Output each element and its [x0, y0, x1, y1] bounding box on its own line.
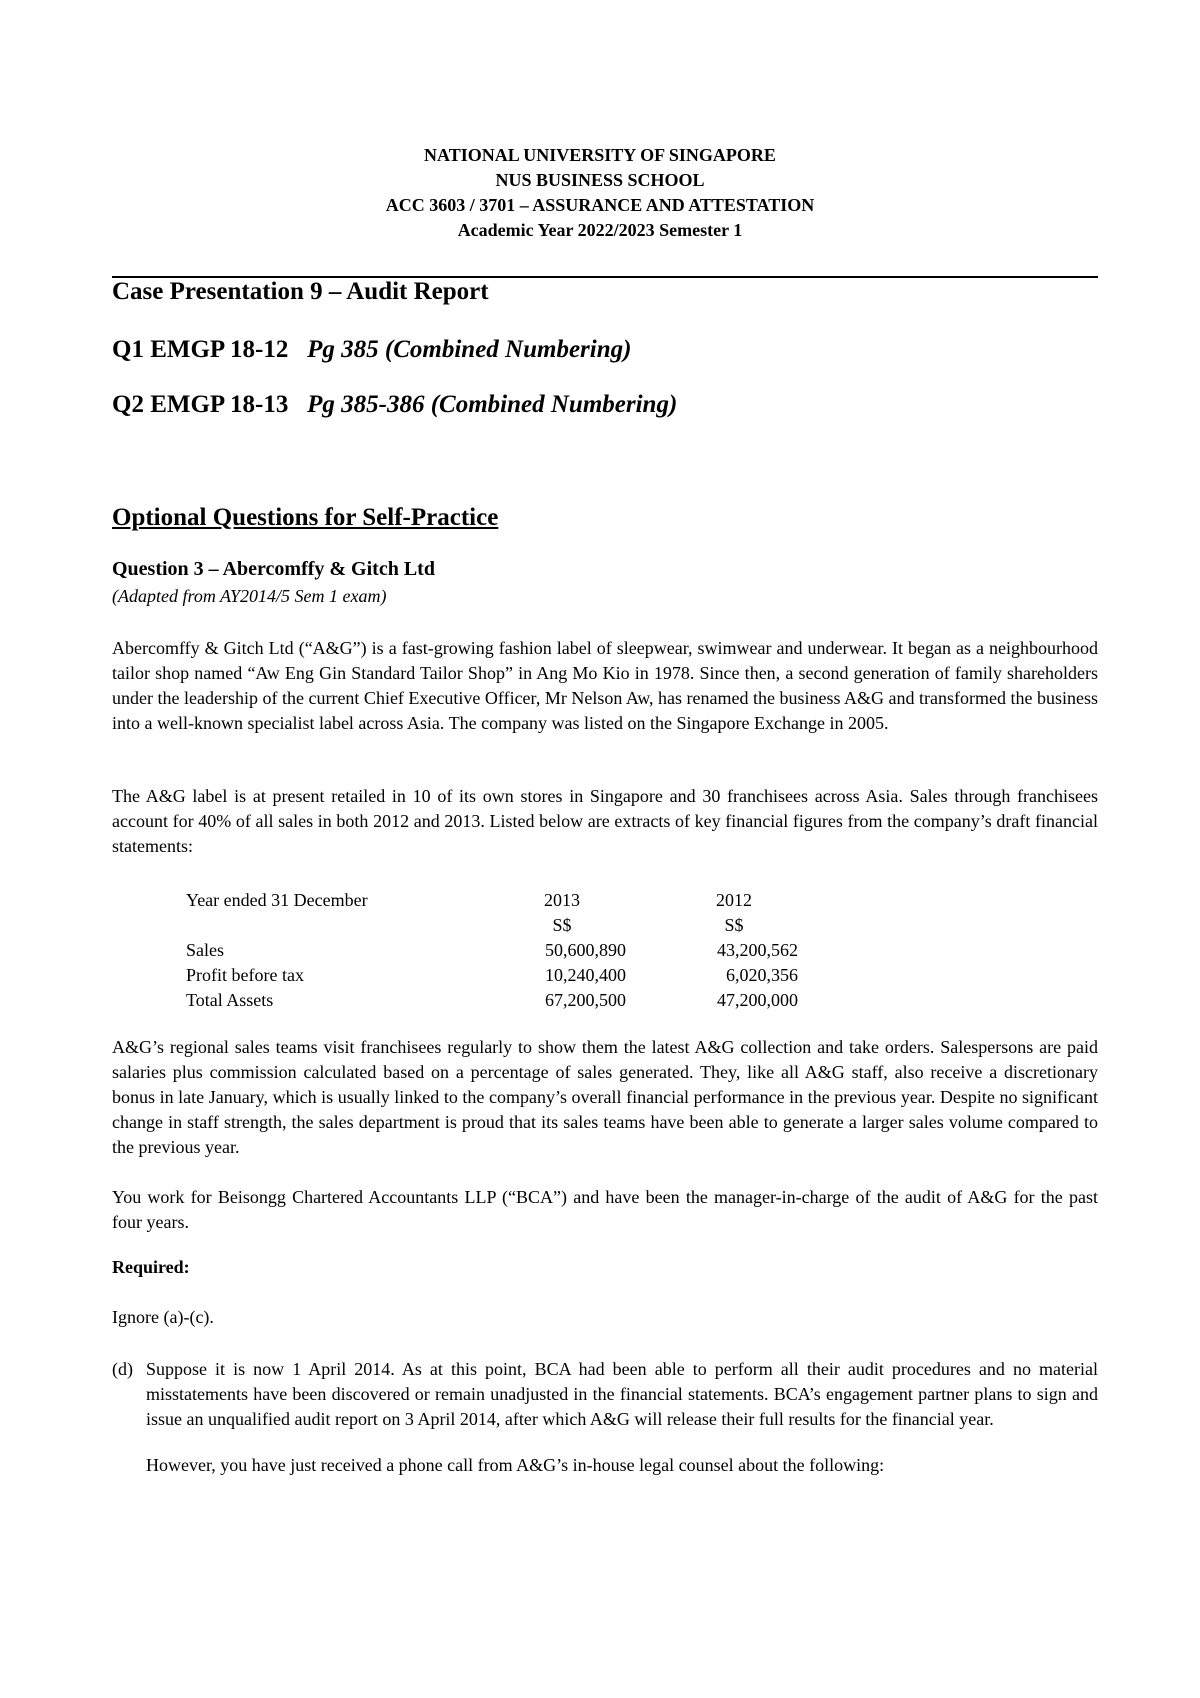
row-label: Profit before tax [186, 965, 304, 985]
question-2-line [112, 391, 677, 419]
row-value-2013: 67,200,500 [545, 990, 626, 1010]
phone-call-paragraph: However, you have just received a phone call from A&G’s in-house legal counsel about the following: [146, 1455, 885, 1475]
question-1-line [112, 336, 631, 364]
row-value-2013: 10,240,400 [545, 965, 626, 985]
paragraph-company-background: Abercomffy & Gitch Ltd (“A&G”) is a fast-growing fashion label of sleepwear, swimwear and underwear. It began as a neighbourhood tailor shop named “Aw Eng Gin Standard Tailor Shop” in Ang Mo Kio in 1978. Since then, a second generation of family shareholders under the leadership of the current Chief Executive Officer, Mr Nelson Aw, has renamed the business A&G and transformed the business into a well-known specialist label across Asia. The company was listed on the Singapore Exchange in 2005. [112, 638, 1098, 733]
required-label: Required: [112, 1257, 190, 1277]
university-name: NATIONAL UNIVERSITY OF SINGAPORE [424, 145, 776, 165]
table-currency-2013: S$ [552, 915, 572, 935]
row-label: Sales [186, 940, 224, 960]
question-2-ref: Pg 385-386 (Combined Numbering) [307, 391, 678, 418]
row-value-2012: 43,200,562 [717, 940, 798, 960]
part-d-text: Suppose it is now 1 April 2014. As at this point, BCA had been able to perform all their audit procedures and no material misstatements have been discovered or remain unadjusted in the financial statements. BCA’s engagement partner plans to sign and issue an unqualified audit report on 3 April 2014, after which A&G will release their full results for the financial year. [146, 1359, 1098, 1429]
ignore-instruction: Ignore (a)-(c). [112, 1307, 214, 1327]
question-3-title: Question 3 – Abercomffy & Gitch Ltd [112, 558, 435, 580]
table-row [186, 988, 820, 1013]
table-row [186, 938, 820, 963]
part-d-paragraph [112, 1357, 1098, 1432]
table-header-row [186, 888, 820, 913]
part-d-label: (d) [112, 1359, 133, 1379]
school-name: NUS BUSINESS SCHOOL [495, 170, 705, 190]
optional-heading: Optional Questions for Self-Practice [112, 504, 499, 531]
paragraph-auditor-role: You work for Beisongg Chartered Accountants LLP (“BCA”) and have been the manager-in-charge of the audit of A&G for the past four years. [112, 1187, 1098, 1232]
question-1-code: Q1 EMGP 18-12 [112, 336, 289, 363]
paragraph-retail-sales: The A&G label is at present retailed in 10 of its own stores in Singapore and 30 franchisees across Asia. Sales through franchisees account for 40% of all sales in both 2012 and 2013. Listed below are extracts of key financial figures from the company’s draft financial statements: [112, 786, 1098, 856]
row-value-2012: 6,020,356 [726, 965, 798, 985]
row-label: Total Assets [186, 990, 274, 1010]
table-currency-2012: S$ [724, 915, 744, 935]
table-row [186, 963, 820, 988]
question-3-source: (Adapted from AY2014/5 Sem 1 exam) [112, 586, 387, 606]
case-title: Case Presentation 9 – Audit Report [112, 278, 489, 305]
table-header-year-2013: 2013 [544, 890, 580, 910]
document-header [0, 143, 1200, 243]
table-header-label: Year ended 31 December [186, 890, 368, 910]
question-1-ref: Pg 385 (Combined Numbering) [307, 336, 632, 363]
course-title: ACC 3603 / 3701 – ASSURANCE AND ATTESTATION [385, 195, 815, 215]
row-value-2012: 47,200,000 [717, 990, 798, 1010]
table-currency-row [186, 913, 820, 938]
table-header-year-2012: 2012 [716, 890, 752, 910]
paragraph-sales-teams: A&G’s regional sales teams visit franchisees regularly to show them the latest A&G collection and take orders. Salespersons are paid salaries plus commission calculated based on a percentage of sales generated. They, like all A&G staff, also receive a discretionary bonus in late January, which is usually linked to the company’s overall financial performance in the previous year. Despite no significant change in staff strength, the sales department is proud that its sales teams have been able to generate a larger sales volume compared to the previous year. [112, 1037, 1098, 1157]
financial-figures-table [186, 888, 820, 1013]
row-value-2013: 50,600,890 [545, 940, 626, 960]
academic-year: Academic Year 2022/2023 Semester 1 [457, 220, 743, 240]
question-2-code: Q2 EMGP 18-13 [112, 391, 289, 418]
